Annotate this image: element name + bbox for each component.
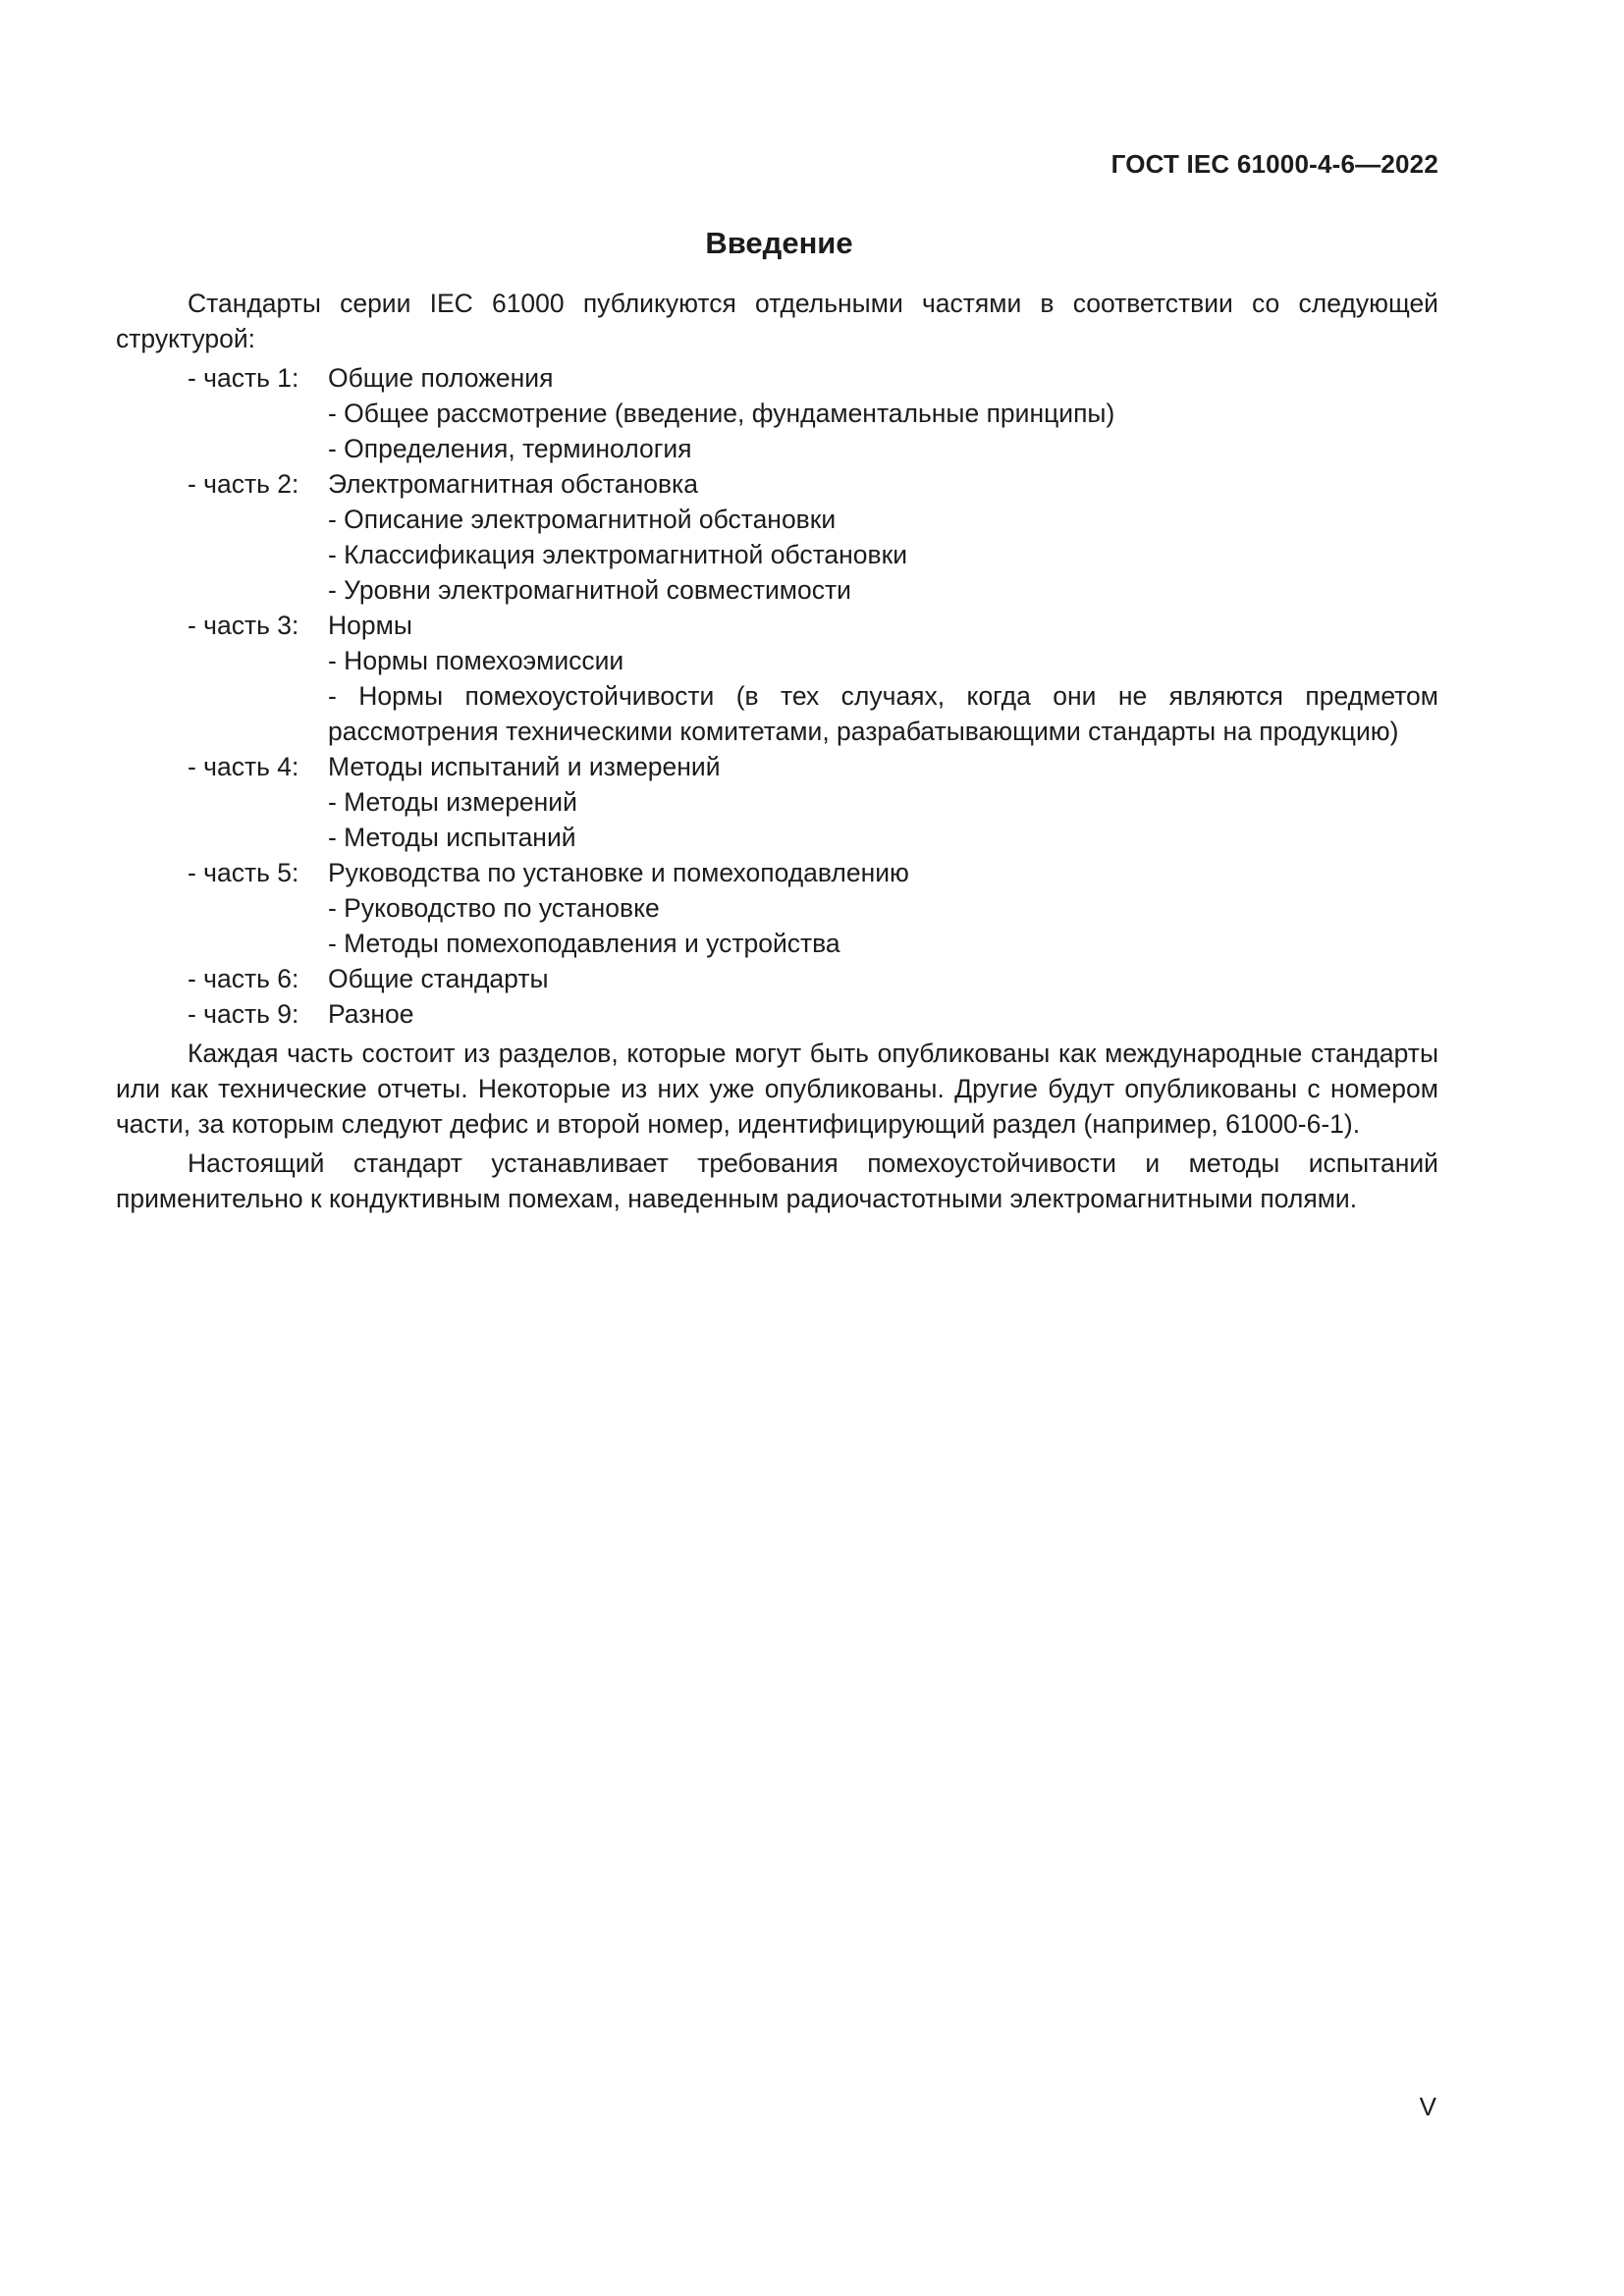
sub-item: - Нормы помехоэмиссии [328, 646, 624, 675]
part-label: - часть 6: [188, 964, 299, 993]
part-title: Разное [328, 999, 414, 1029]
sub-item: - Уровни электромагнитной совместимости [328, 575, 851, 605]
part-title: Нормы [328, 611, 412, 640]
list-item [116, 749, 1438, 855]
sub-item: - Классификация электромагнитной обстановки [328, 540, 908, 569]
list-item [116, 961, 1438, 996]
part-label: - часть 9: [188, 999, 299, 1029]
sub-item: - Руководство по установке [328, 893, 660, 923]
sub-item: - Методы измерений [328, 787, 577, 817]
body-paragraph: Каждая часть состоит из разделов, которые могут быть опубликованы как международные стандарты или как технические отчеты. Некоторые из них уже опубликованы. Другие будут опубликованы с номером части, за которым следуют дефис и второй номер, идентифицирующий раздел (например, 61000-6-1). [116, 1039, 1438, 1139]
part-title: Методы испытаний и измерений [328, 752, 721, 781]
sub-item: - Общее рассмотрение (введение, фундаментальные принципы) [328, 399, 1115, 428]
sub-item: - Нормы помехоустойчивости (в тех случаях, когда они не являются предметом рассмотрения техническими комитетами, разрабатывающими стандарты на продукцию) [328, 681, 1438, 746]
part-title: Общие стандарты [328, 964, 549, 993]
document-code: ГОСТ IEC 61000-4-6—2022 [1110, 149, 1438, 179]
parts-list [116, 360, 1438, 1032]
page-title: Введение [705, 226, 853, 260]
part-label: - часть 1: [188, 363, 299, 393]
intro-paragraph: Стандарты серии IEC 61000 публикуются отдельными частями в соответствии со следующей структурой: [116, 289, 1438, 353]
part-title: Руководства по установке и помехоподавлению [328, 858, 909, 887]
sub-item: - Методы помехоподавления и устройства [328, 929, 840, 958]
document-body [116, 286, 1438, 1220]
sub-item: - Методы испытаний [328, 823, 576, 852]
list-item [116, 360, 1438, 466]
part-label: - часть 5: [188, 858, 299, 887]
sub-item: - Определения, терминология [328, 434, 692, 463]
part-label: - часть 3: [188, 611, 299, 640]
part-title: Электромагнитная обстановка [328, 469, 698, 499]
list-item [116, 608, 1438, 749]
list-item [116, 855, 1438, 961]
part-label: - часть 2: [188, 469, 299, 499]
part-title: Общие положения [328, 363, 554, 393]
sub-item: - Описание электромагнитной обстановки [328, 505, 837, 534]
list-item [116, 996, 1438, 1032]
part-label: - часть 4: [188, 752, 299, 781]
body-paragraph: Настоящий стандарт устанавливает требования помехоустойчивости и методы испытаний применительно к кондуктивным помехам, наведенным радиочастотными электромагнитными полями. [116, 1148, 1438, 1213]
page-number: V [1419, 2092, 1436, 2121]
list-item [116, 466, 1438, 608]
